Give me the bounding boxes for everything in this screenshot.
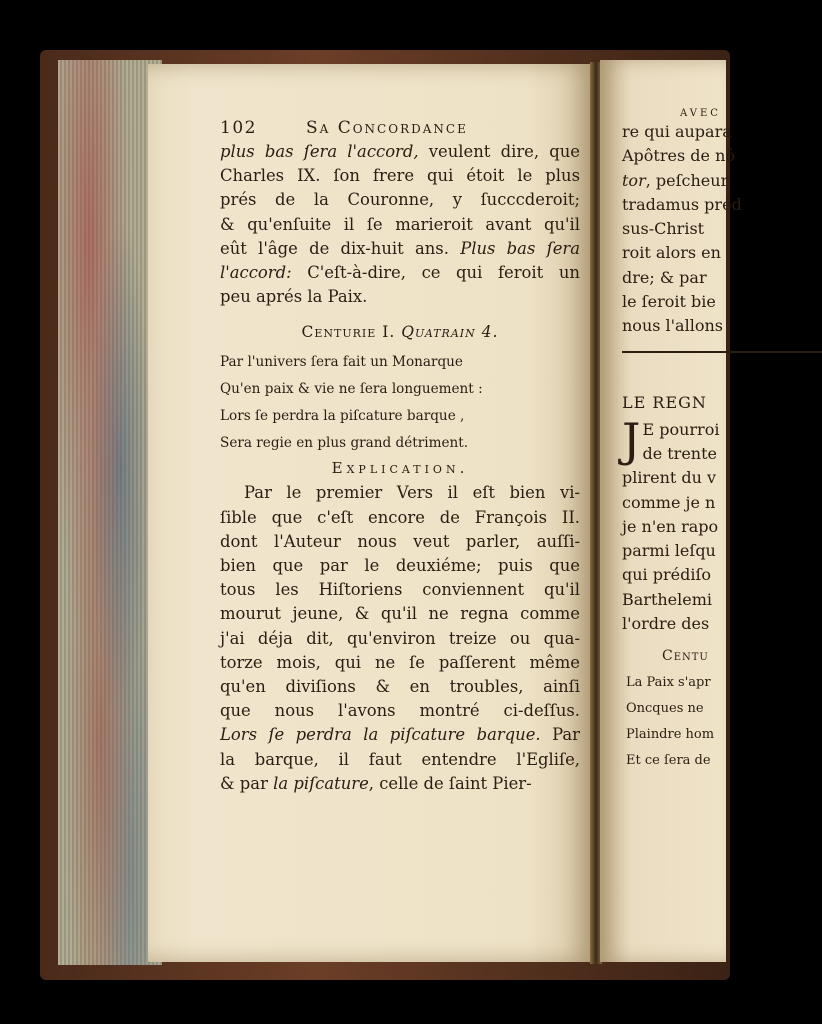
text-run: l'accord: (220, 263, 292, 283)
text-line: E pourroi (642, 419, 720, 439)
right-page (600, 60, 742, 962)
text-line: plirent du v (622, 468, 717, 488)
text-line (622, 193, 822, 217)
verse-line: Oncques ne (626, 701, 704, 717)
text-run: qu'en diviſions & en troubles, ainſi (220, 677, 580, 697)
text-line (220, 213, 580, 237)
verse-line: Sera regie en plus grand détriment. (220, 435, 469, 452)
text-line (220, 772, 580, 796)
left-page-header (220, 118, 580, 140)
text-run: peu aprés la Paix. (220, 287, 368, 307)
page-number: 102 (220, 118, 257, 138)
text-run: ſible que c'eſt encore de François II. (220, 507, 580, 527)
centurie-heading (220, 323, 580, 341)
open-book (40, 50, 742, 980)
text-run: re qui aupara (622, 122, 732, 141)
text-line: qui prédiſo (622, 565, 712, 585)
text-run: C'eſt-à-dire, ce qui feroit un (291, 263, 580, 283)
text-run: la piſcature (273, 773, 369, 793)
text-run: dre; & par (622, 267, 707, 287)
text-run: mourut jeune, & qu'il ne regna comme (220, 604, 580, 624)
text-line: Barthelemi (622, 589, 713, 609)
right-top-text (622, 120, 822, 339)
text-line (220, 578, 580, 602)
text-line (220, 140, 580, 164)
marbled-edge (58, 60, 162, 965)
right-running-title: avec (680, 104, 721, 120)
text-line (220, 506, 580, 530)
text-run: Par le premier Vers il eſt bien vi- (244, 483, 580, 503)
explication-heading: Explication. (331, 459, 469, 478)
text-run: dont l'Auteur nous veut parler, auſſi- (220, 531, 580, 551)
quatrain-verses (220, 349, 580, 457)
text-run: Charles IX. ſon frere qui étoit le plus (220, 166, 580, 186)
verse-line: Par l'univers ſera fait un Monarque (220, 354, 463, 371)
right-centurie-heading: Centu (662, 648, 709, 665)
text-line (622, 266, 822, 290)
text-run: Plus bas ſera (460, 238, 580, 258)
text-line: comme je n (622, 492, 716, 512)
right-section-text (622, 412, 822, 637)
text-run: veulent dire, que (418, 142, 580, 161)
left-page (148, 64, 594, 962)
text-line (220, 530, 580, 554)
text-line (220, 261, 580, 285)
text-run: tor (622, 170, 646, 190)
text-run: nous l'allons (622, 316, 723, 336)
text-run: Par (540, 725, 581, 745)
text-line (622, 169, 822, 193)
text-run: la barque, il faut entendre l'Egliſe, (220, 749, 580, 769)
text-line (622, 120, 822, 144)
paragraph-1 (220, 140, 580, 309)
text-line (220, 164, 580, 188)
text-line (220, 554, 580, 578)
section-rule (622, 351, 822, 353)
verse-line: Et ce ſera de (626, 753, 711, 769)
text-line (220, 723, 580, 747)
text-run: tous les Hiſtoriens conviennent qu'il (220, 580, 580, 600)
right-verses (622, 670, 822, 774)
text-line (220, 481, 580, 505)
text-run: & qu'enſuite il ſe marieroit avant qu'il (220, 214, 580, 234)
text-run: & par (220, 773, 274, 793)
text-run: j'ai déja dit, qu'environ treize ou qua- (220, 628, 580, 648)
text-line (622, 314, 822, 338)
drop-cap: J (622, 412, 641, 467)
text-line: de trente (642, 443, 717, 463)
text-run: le ſeroit bie (622, 292, 716, 312)
text-run: bien que par le deuxiéme; puis que (220, 556, 580, 576)
text-line (622, 217, 822, 241)
text-line (220, 675, 580, 699)
verse-line: Qu'en paix & vie ne ſera longuement : (220, 381, 483, 398)
text-line (622, 290, 822, 314)
text-line (220, 237, 580, 261)
text-run: tradamus préd (622, 194, 742, 214)
text-line (220, 699, 580, 723)
text-run: , peſcheur (645, 170, 729, 190)
text-line (622, 241, 822, 265)
text-run: eût l'âge de dix-huit ans. (220, 238, 461, 258)
text-line (622, 144, 822, 168)
text-line: l'ordre des (622, 614, 710, 634)
text-line: parmi leſqu (622, 541, 716, 561)
text-run: que nous l'avons montré ci-deſſus. (220, 701, 580, 721)
text-run: Lors ſe perdra la piſcature barque. (220, 725, 541, 745)
text-line (220, 651, 580, 675)
text-run: plus bas ſera l'accord, (220, 142, 419, 161)
running-title: Sa Concordance (306, 118, 468, 138)
text-run: , celle de ſaint Pier- (368, 773, 532, 793)
verse-line: Lors ſe perdra la piſcature barque , (220, 408, 465, 425)
text-run: sus-Christ (622, 219, 705, 239)
text-line (220, 602, 580, 626)
text-run: Apôtres de nô (622, 146, 736, 166)
text-run: roit alors en (622, 243, 721, 263)
text-line (220, 748, 580, 772)
text-line (220, 188, 580, 212)
text-line (220, 285, 580, 309)
section-heading: LE REGN (622, 392, 707, 412)
centurie-label: Centurie I. (301, 323, 396, 342)
text-line: je n'en rapo (622, 516, 719, 536)
verse-line: La Paix s'apr (626, 675, 711, 691)
quatrain-label: Quatrain 4. (401, 323, 499, 342)
paragraph-2 (220, 481, 580, 796)
text-run: torze mois, qui ne ſe paſſerent même (220, 652, 580, 672)
verse-line: Plaindre hom (626, 727, 715, 743)
text-run: prés de la Couronne, y ſucccderoit; (220, 190, 580, 210)
text-line (220, 627, 580, 651)
